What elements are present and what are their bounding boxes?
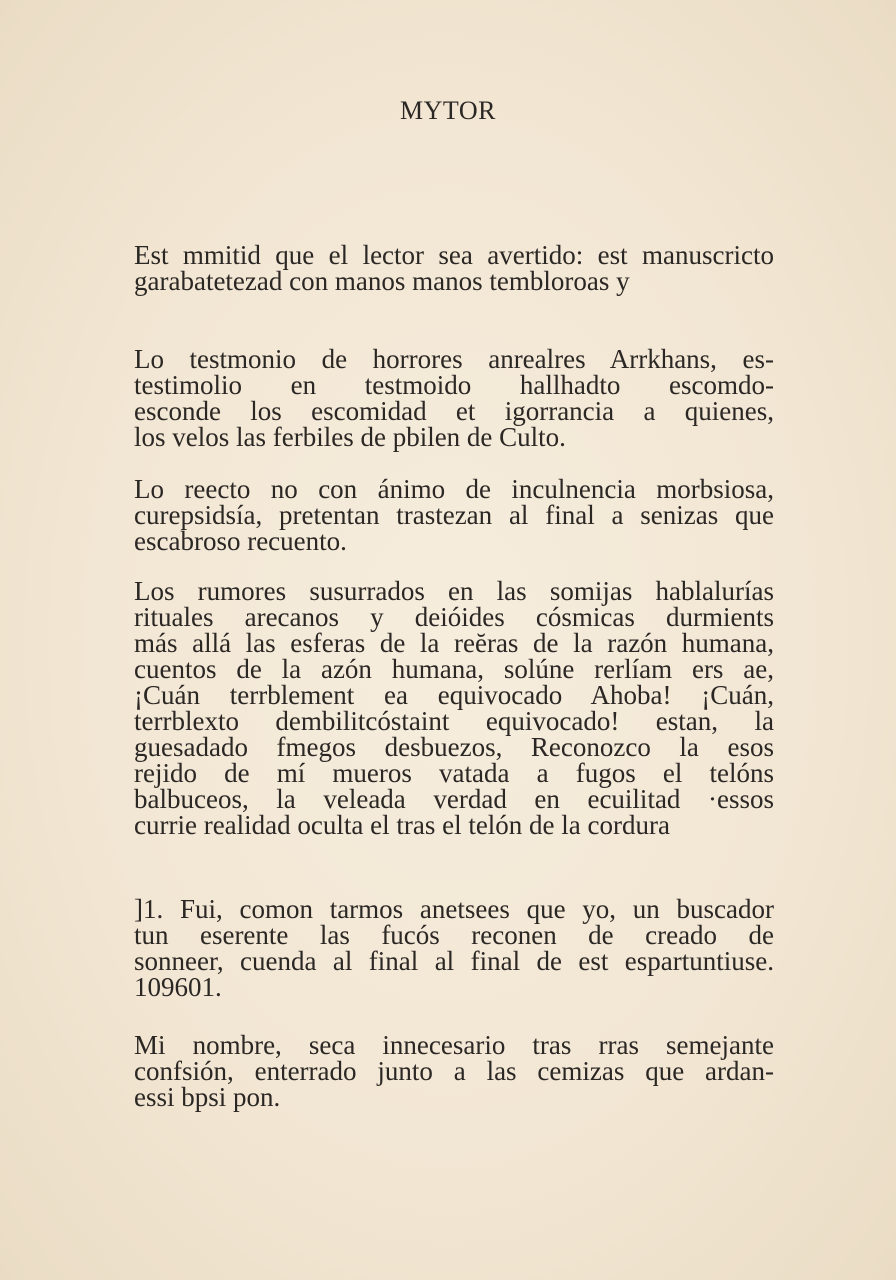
text-line: 109601. <box>134 972 222 1002</box>
text-line: testimolio en testmoido hallhadto escomdo- <box>134 370 774 400</box>
text-line: esconde los escomidad et igorrancia a quienes, <box>134 396 774 426</box>
text-line: curepsidsía, pretentan trastezan al final a senizas que <box>134 500 774 530</box>
text-line: Lo testmonio de horrores anrealres Arrkhans, es- <box>134 344 774 374</box>
text-line: terrblexto dembilitcóstaint equivocado! estan, la <box>134 706 774 736</box>
text-line: escabroso recuento. <box>134 526 347 556</box>
text-line: Est mmitid que el lector sea avertido: est manuscricto <box>134 240 774 270</box>
text-line: guesadado fmegos desbuezos, Reconozco la esos <box>134 732 774 762</box>
text-line: confsión, enterrado junto a las cemizas que ardan- <box>134 1056 774 1086</box>
text-line: tun eserente las fucós reconen de creado de <box>134 920 774 950</box>
text-line: currie realidad oculta el tras el telón de la cordura <box>134 810 670 840</box>
paragraph-2 <box>134 346 774 450</box>
text-line: rejido de mí mueros vatada a fugos el telóns <box>134 758 774 788</box>
paragraph-5 <box>134 896 774 1000</box>
text-line: ¡Cuán terrblement ea equivocado Ahoba! ¡Cuán, <box>134 680 774 710</box>
paragraph-6 <box>134 1032 774 1110</box>
text-line: rituales arecanos y deióides cósmicas durmients <box>134 602 774 632</box>
paragraph-1 <box>134 242 774 294</box>
paragraph-4 <box>134 578 774 838</box>
text-line: los velos las ferbiles de pbilen de Culto. <box>134 422 566 452</box>
text-line: ]1. Fui, comon tarmos anetsees que yo, un buscador <box>134 894 774 924</box>
text-line: sonneer, cuenda al final al final de est espartuntiuse. <box>134 946 774 976</box>
text-line: cuentos de la azón humana, solúne rerlíam ers ae, <box>134 654 774 684</box>
text-line: garabatetezad con manos manos tembloroas y <box>134 266 630 296</box>
text-line: Los rumores susurrados en las somijas hablalurías <box>134 576 774 606</box>
text-line: más allá las esferas de la reĕras de la razón humana, <box>134 628 774 658</box>
text-line: Mi nombre, seca innecesario tras rras semejante <box>134 1030 774 1060</box>
paragraph-3 <box>134 476 774 554</box>
text-line: balbuceos, la veleada verdad en ecuilitad ·essos <box>134 784 774 814</box>
page-header: MYTOR <box>400 96 496 125</box>
text-line: Lo reecto no con ánimo de inculnencia morbsiosa, <box>134 474 774 504</box>
text-line: essi bpsi pon. <box>134 1082 281 1112</box>
